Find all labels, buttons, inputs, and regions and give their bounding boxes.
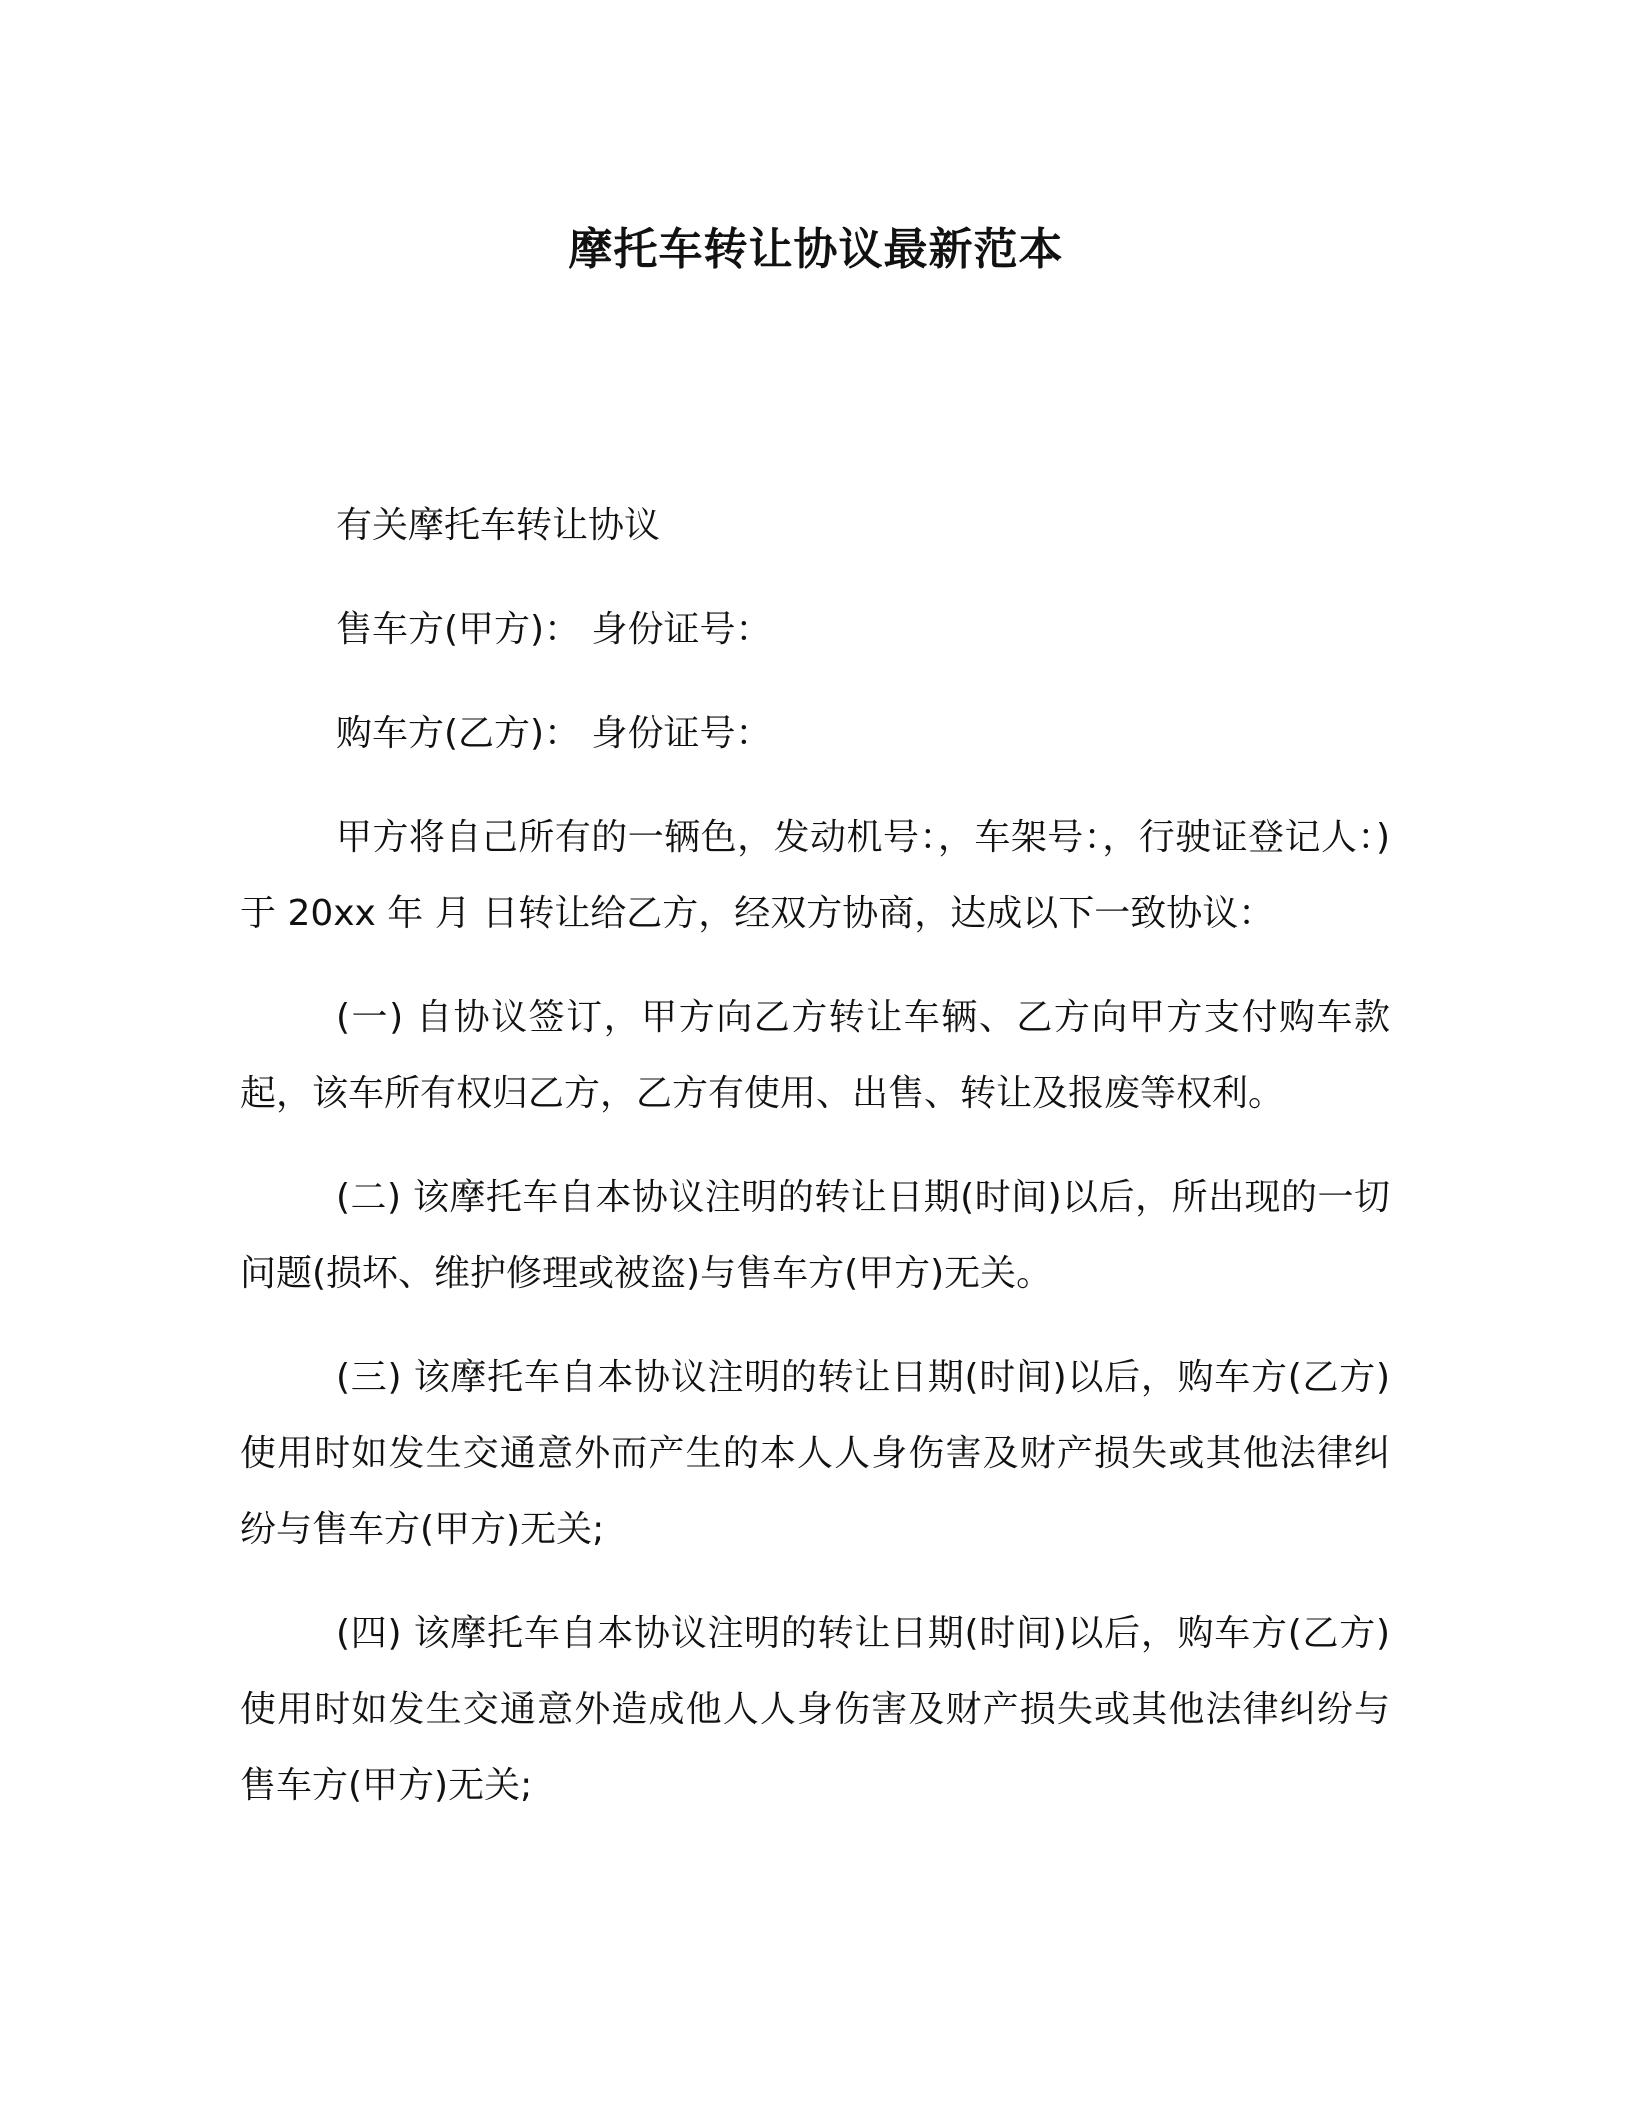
paragraph-clause-3: (三) 该摩托车自本协议注明的转让日期(时间)以后，购车方(乙方)使用时如发生交通意外而产生的本人人身伤害及财产损失或其他法律纠纷与售车方(甲方)无关; [240, 1357, 1390, 1550]
paragraph-intro: 甲方将自己所有的一辆色，发动机号：，车架号：，行驶证登记人：)于 20xx 年 月 日转让给乙方，经双方协商，达成以下一致协议： [240, 817, 1390, 934]
document-body [240, 488, 1390, 1852]
paragraph-heading: 有关摩托车转让协议 [336, 505, 661, 546]
paragraph-clause-2: (二) 该摩托车自本协议注明的转让日期(时间)以后，所出现的一切问题(损坏、维护修理或被盗)与售车方(甲方)无关。 [240, 1177, 1390, 1294]
paragraph-clause-1: (一) 自协议签订，甲方向乙方转让车辆、乙方向甲方支付购车款起，该车所有权归乙方，乙方有使用、出售、转让及报废等权利。 [240, 997, 1390, 1114]
paragraph-clause-4: (四) 该摩托车自本协议注明的转让日期(时间)以后，购车方(乙方)使用时如发生交通意外造成他人人身伤害及财产损失或其他法律纠纷与售车方(甲方)无关; [240, 1613, 1390, 1806]
document-title: 摩托车转让协议最新范本 [568, 224, 1064, 275]
paragraph-seller: 售车方(甲方)： 身份证号： [336, 609, 772, 650]
paragraph-buyer: 购车方(乙方)： 身份证号： [336, 713, 772, 754]
